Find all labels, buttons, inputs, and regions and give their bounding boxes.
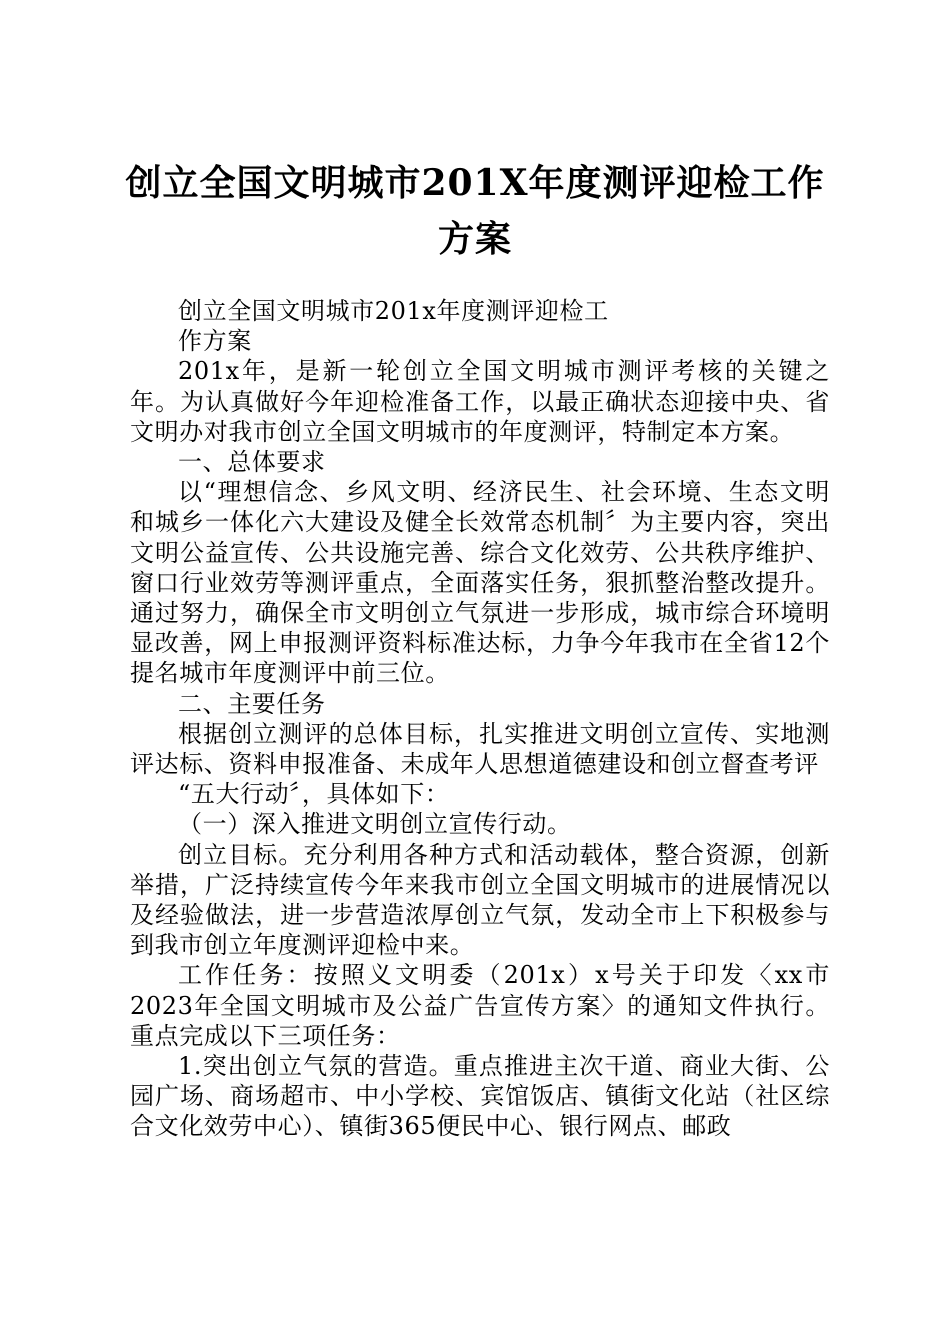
paragraph-overall-requirements: 以“理想信念、乡风文明、经济民生、社会环境、生态文明和城乡一体化六大建设及健全长效常态机制〞为主要内容，突出文明公益宣传、公共设施完善、综合文化效劳、公共秩序维护、窗口行业效劳等测评重点，全面落实任务，狠抓整治整改提升。通过努力，确保全市文明创立气氛进一步形成，城市综合环境明显改善，网上申报测评资料标准达标，力争今年我市在全省12个提名城市年度测评中前三位。	[130, 478, 830, 688]
document-title: 创立全国文明城市201X年度测评迎检工作方案	[125, 162, 825, 260]
section-heading-overall-requirements: 一、总体要求	[178, 448, 326, 477]
paragraph-task-1: 1.突出创立气氛的营造。重点推进主次干道、商业大街、公园广场、商场超市、中小学校、宾馆饭店、镇街文化站（社区综合文化效劳中心）、镇街365便民中心、银行网点、邮政	[130, 1052, 830, 1141]
document-body	[130, 296, 830, 1142]
subsection-heading-publicity: （一）深入推进文明创立宣传行动。	[178, 810, 572, 839]
paragraph-work-tasks: 工作任务：按照义文明委（201x）x号关于印发〈xx市2023年全国文明城市及公益广告宣传方案〉的通知文件执行。重点完成以下三项任务：	[130, 961, 830, 1050]
paragraph-intro: 201x年，是新一轮创立全国文明城市测评考核的关键之年。为认真做好今年迎检准备工作，以最正确状态迎接中央、省文明办对我市创立全国文明城市的年度测评，特制定本方案。	[130, 357, 830, 446]
paragraph-creation-goal: 创立目标。充分利用各种方式和活动载体，整合资源，创新举措，广泛持续宣传今年来我市创立全国文明城市的进展情况以及经验做法，进一步营造浓厚创立气氛，发动全市上下积极参与到我市创立年度测评迎检中来。	[130, 840, 830, 960]
paragraph-subtitle-line-1: 创立全国文明城市201x年度测评迎检工	[178, 297, 609, 325]
paragraph-five-actions: “五大行动〞，具体如下：	[178, 780, 450, 809]
paragraph-main-tasks: 根据创立测评的总体目标，扎实推进文明创立宣传、实地测评达标、资料申报准备、未成年人思想道德建设和创立督查考评	[130, 719, 830, 779]
section-heading-main-tasks: 二、主要任务	[178, 689, 326, 718]
paragraph-subtitle-line-2: 作方案	[178, 327, 252, 356]
